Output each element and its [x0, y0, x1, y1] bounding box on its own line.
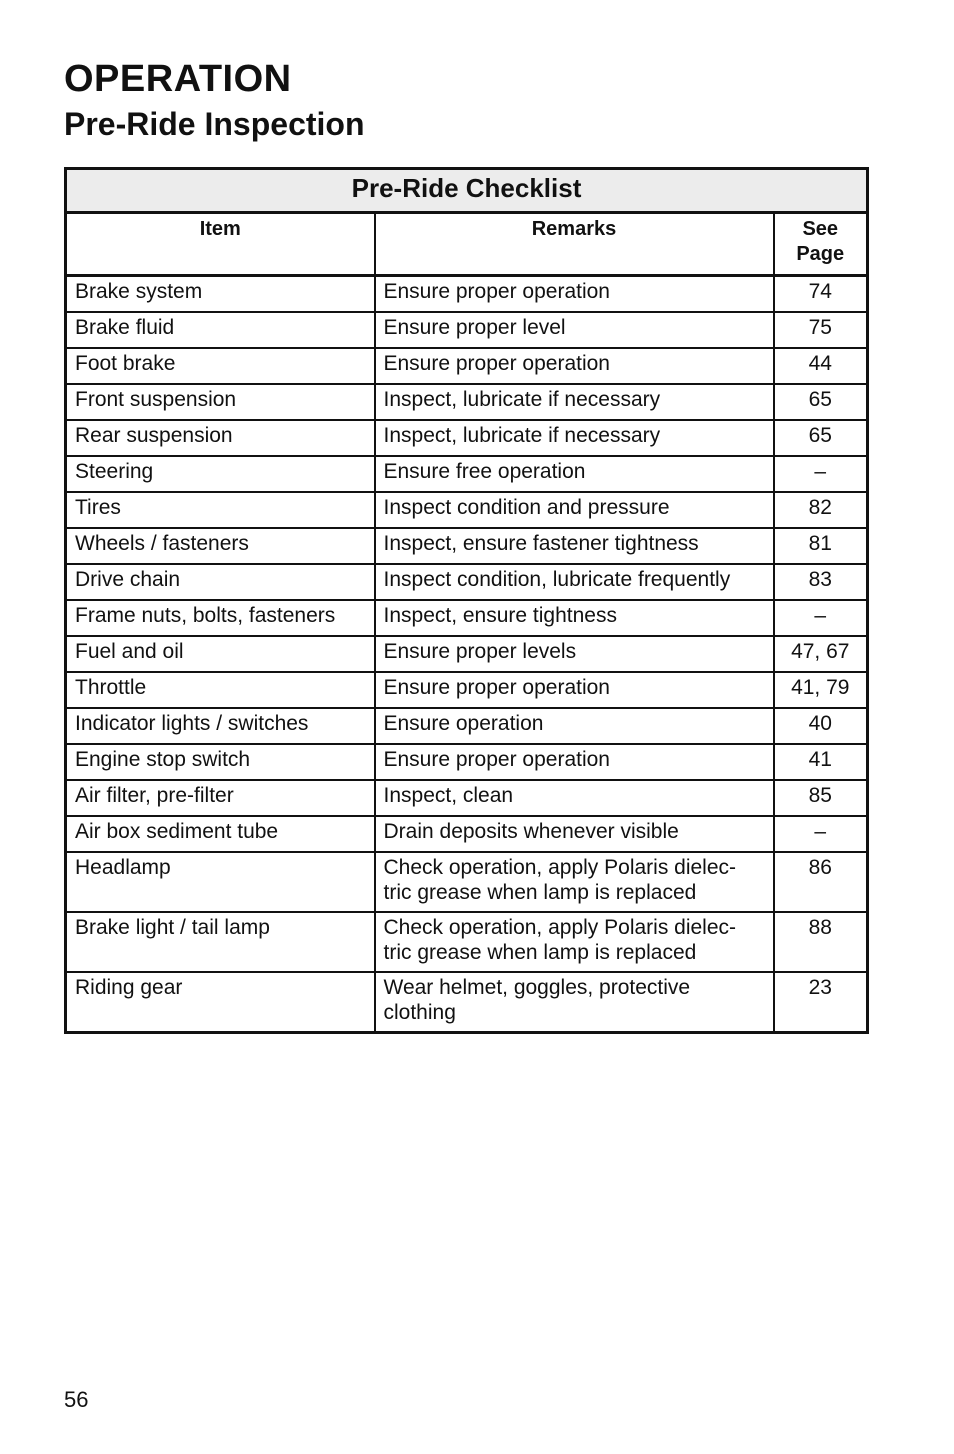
page-cell: 40	[774, 708, 868, 744]
item-cell: Foot brake	[66, 348, 375, 384]
page-cell: 41, 79	[774, 672, 868, 708]
remarks-line: Wear helmet, goggles, protective	[383, 976, 691, 999]
remarks-line: Check operation, apply Polaris dielec-	[383, 916, 737, 939]
item-cell: Steering	[66, 456, 375, 492]
table-row	[66, 276, 868, 313]
page-title: Pre-Ride Inspection	[64, 106, 365, 142]
table-row	[66, 816, 868, 852]
remarks-cell: Ensure operation	[375, 708, 774, 744]
table-row	[66, 672, 868, 708]
item-cell: Brake fluid	[66, 312, 375, 348]
table-row	[66, 708, 868, 744]
page-cell: –	[774, 600, 868, 636]
column-header-item: Item	[66, 213, 375, 276]
page-cell: 82	[774, 492, 868, 528]
page-cell: –	[774, 816, 868, 852]
page-cell: 65	[774, 420, 868, 456]
remarks-cell: Inspect, ensure fastener tightness	[375, 528, 774, 564]
remarks-cell: Inspect condition and pressure	[375, 492, 774, 528]
table-row	[66, 564, 868, 600]
remarks-cell	[375, 852, 774, 912]
page-cell: 47, 67	[774, 636, 868, 672]
item-cell: Front suspension	[66, 384, 375, 420]
item-cell: Engine stop switch	[66, 744, 375, 780]
item-cell: Headlamp	[66, 852, 375, 912]
table-row	[66, 384, 868, 420]
item-cell: Fuel and oil	[66, 636, 375, 672]
section-title: OPERATION	[64, 58, 292, 100]
item-cell: Riding gear	[66, 972, 375, 1033]
remarks-cell: Ensure proper operation	[375, 348, 774, 384]
remarks-cell: Ensure free operation	[375, 456, 774, 492]
remarks-line: Check operation, apply Polaris dielec-	[383, 856, 737, 879]
remarks-cell: Drain deposits whenever visible	[375, 816, 774, 852]
page-cell: –	[774, 456, 868, 492]
page-cell: 81	[774, 528, 868, 564]
table-row	[66, 636, 868, 672]
remarks-line: clothing	[383, 1001, 456, 1024]
remarks-line: tric grease when lamp is replaced	[383, 881, 697, 904]
table-row	[66, 972, 868, 1033]
item-cell: Wheels / fasteners	[66, 528, 375, 564]
page-cell: 23	[774, 972, 868, 1033]
table-row	[66, 492, 868, 528]
table-row	[66, 600, 868, 636]
remarks-cell	[375, 972, 774, 1033]
item-cell: Tires	[66, 492, 375, 528]
remarks-line: tric grease when lamp is replaced	[383, 941, 697, 964]
remarks-cell: Inspect, clean	[375, 780, 774, 816]
table-row	[66, 420, 868, 456]
pre-ride-checklist-table	[64, 167, 869, 1034]
page-cell: 88	[774, 912, 868, 972]
page-cell: 41	[774, 744, 868, 780]
page-cell: 75	[774, 312, 868, 348]
page-cell: 74	[774, 276, 868, 313]
column-header-see-page-line2: Page	[796, 243, 845, 265]
item-cell: Throttle	[66, 672, 375, 708]
remarks-cell: Inspect, lubricate if necessary	[375, 420, 774, 456]
table-row	[66, 912, 868, 972]
page-cell: 85	[774, 780, 868, 816]
remarks-cell: Ensure proper operation	[375, 744, 774, 780]
item-cell: Drive chain	[66, 564, 375, 600]
page-cell: 44	[774, 348, 868, 384]
item-cell: Brake light / tail lamp	[66, 912, 375, 972]
table-row	[66, 780, 868, 816]
table-row	[66, 528, 868, 564]
remarks-cell: Ensure proper levels	[375, 636, 774, 672]
column-header-see-page-line1: See	[802, 218, 839, 240]
table-row	[66, 456, 868, 492]
item-cell: Brake system	[66, 276, 375, 313]
page-number: 56	[64, 1387, 89, 1412]
remarks-cell	[375, 912, 774, 972]
remarks-cell: Inspect, ensure tightness	[375, 600, 774, 636]
item-cell: Air filter, pre-filter	[66, 780, 375, 816]
table-row	[66, 744, 868, 780]
table-row	[66, 348, 868, 384]
item-cell: Indicator lights / switches	[66, 708, 375, 744]
column-header-remarks: Remarks	[375, 213, 774, 276]
item-cell: Frame nuts, bolts, fasteners	[66, 600, 375, 636]
item-cell: Rear suspension	[66, 420, 375, 456]
page-cell: 86	[774, 852, 868, 912]
page-cell: 83	[774, 564, 868, 600]
table-caption: Pre-Ride Checklist	[66, 169, 868, 213]
table-row	[66, 852, 868, 912]
remarks-cell: Ensure proper level	[375, 312, 774, 348]
table-row	[66, 312, 868, 348]
remarks-cell: Ensure proper operation	[375, 672, 774, 708]
page-cell: 65	[774, 384, 868, 420]
remarks-cell: Ensure proper operation	[375, 276, 774, 313]
item-cell: Air box sediment tube	[66, 816, 375, 852]
remarks-cell: Inspect condition, lubricate frequently	[375, 564, 774, 600]
column-header-see-page	[774, 213, 868, 276]
remarks-cell: Inspect, lubricate if necessary	[375, 384, 774, 420]
